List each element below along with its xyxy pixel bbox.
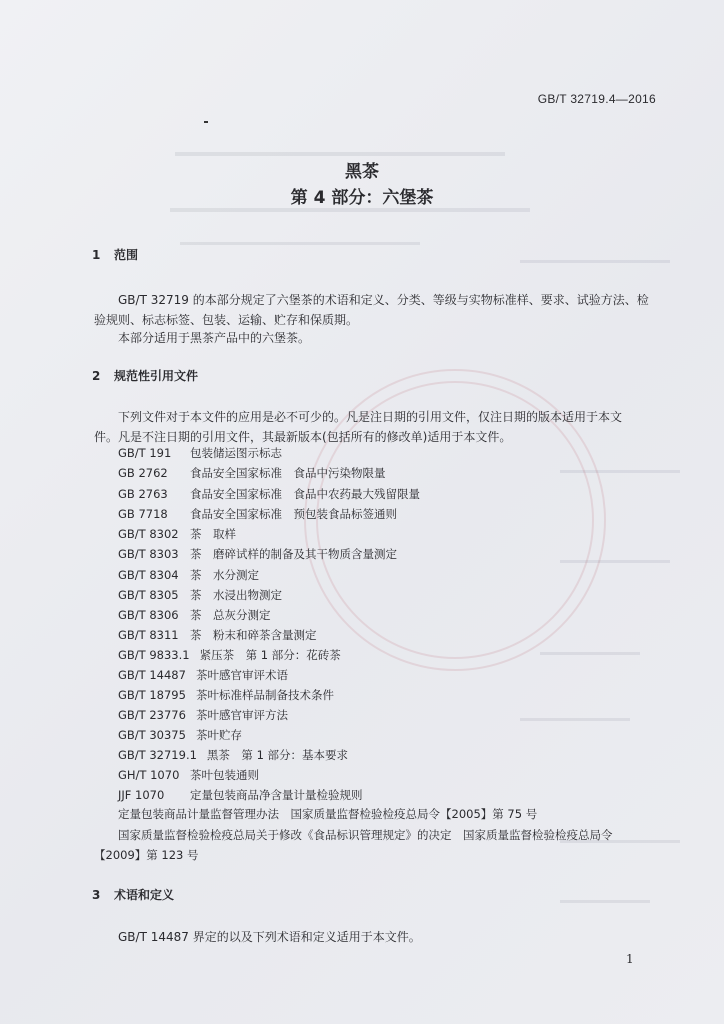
reference-code: GB/T 191 — [118, 446, 172, 460]
document-subtitle: 第 4 部分：六堡茶 — [290, 188, 434, 208]
paragraph-line: 验规则、标志标签、包装、运输、贮存和保质期。 — [94, 313, 359, 327]
reference-title: 茶 水浸出物测定 — [190, 588, 282, 602]
reference-title: 茶 总灰分测定 — [190, 608, 271, 622]
reference-title: 茶叶包装通则 — [190, 768, 259, 782]
section-3-heading — [92, 886, 174, 903]
section-title: 规范性引用文件 — [114, 369, 199, 383]
reference-title: 茶叶贮存 — [195, 728, 242, 742]
reference-item — [118, 747, 348, 763]
reference-item — [118, 667, 288, 683]
reference-item — [118, 486, 420, 502]
reference-code: GB/T 8305 — [118, 588, 179, 602]
reference-item — [118, 567, 259, 583]
reference-code: GB 2762 — [118, 466, 168, 480]
reference-code: GH/T 1070 — [118, 768, 180, 782]
reference-title: 紧压茶 第 1 部分：花砖茶 — [199, 648, 341, 662]
reference-title: 茶 水分测定 — [190, 568, 259, 582]
reference-item — [118, 767, 259, 783]
section-title: 术语和定义 — [114, 888, 175, 902]
regulation-item: 国家质量监督检验检疫总局关于修改《食品标识管理规定》的决定 国家质量监督检验检疫总局令 — [118, 828, 613, 842]
reference-title: 茶 取样 — [190, 527, 236, 541]
section-number: 2 — [92, 369, 101, 383]
scan-speck — [204, 121, 208, 123]
section-number: 3 — [92, 888, 101, 902]
reference-title: 茶叶标准样品制备技术条件 — [195, 688, 334, 702]
standard-code: GB/T 32719.4—2016 — [537, 92, 656, 106]
reference-item — [118, 687, 334, 703]
reference-title: 茶 磨碎试样的制备及其干物质含量测定 — [190, 547, 397, 561]
reference-code: GB/T 8306 — [118, 608, 179, 622]
reference-title: 食品安全国家标准 食品中污染物限量 — [190, 466, 386, 480]
regulation-item: 定量包装商品计量监督管理办法 国家质量监督检验检疫总局令【2005】第 75 号 — [118, 807, 538, 821]
paragraph-line: 下列文件对于本文件的应用是必不可少的。凡是注日期的引用文件，仅注日期的版本适用于本文 — [118, 410, 623, 424]
reference-item — [118, 546, 397, 562]
reference-code: GB/T 8303 — [118, 547, 179, 561]
reference-title: 食品安全国家标准 食品中农药最大残留限量 — [190, 487, 420, 501]
reference-item — [118, 727, 242, 743]
paragraph-line: 件。凡是不注日期的引用文件，其最新版本(包括所有的修改单)适用于本文件。 — [94, 430, 512, 444]
reference-item — [118, 506, 397, 522]
reference-title: 黑茶 第 1 部分：基本要求 — [206, 748, 349, 762]
section-title: 范围 — [114, 248, 139, 262]
reference-item — [118, 445, 282, 461]
reference-item — [118, 627, 317, 643]
reference-code: GB/T 14487 — [118, 668, 186, 682]
reference-item — [118, 787, 363, 803]
reference-item — [118, 526, 236, 542]
reference-code: JJF 1070 — [118, 788, 165, 802]
section-number: 1 — [92, 248, 101, 262]
reference-title: 定量包装商品净含量计量检验规则 — [190, 788, 363, 802]
reference-code: GB/T 9833.1 — [118, 648, 190, 662]
reference-title: 茶 粉末和碎茶含量测定 — [190, 628, 317, 642]
paragraph-line: 本部分适用于黑茶产品中的六堡茶。 — [118, 331, 311, 345]
reference-code: GB 7718 — [118, 507, 168, 521]
reference-title: 包装储运图示标志 — [190, 446, 282, 460]
document-title: 黑茶 — [345, 162, 379, 182]
reference-item — [118, 647, 341, 663]
reference-item — [118, 707, 288, 723]
reference-code: GB 2763 — [118, 487, 168, 501]
section-1-heading — [92, 246, 138, 263]
reference-code: GB/T 8311 — [118, 628, 179, 642]
section-2-heading — [92, 367, 198, 384]
reference-code: GB/T 8302 — [118, 527, 179, 541]
paragraph-line: GB/T 14487 界定的以及下列术语和定义适用于本文件。 — [118, 930, 421, 944]
regulation-item-continued: 【2009】第 123 号 — [94, 848, 199, 862]
reference-title: 茶叶感官审评方法 — [195, 708, 288, 722]
reference-code: GB/T 8304 — [118, 568, 179, 582]
reference-title: 食品安全国家标准 预包装食品标签通则 — [190, 507, 397, 521]
reference-code: GB/T 30375 — [118, 728, 186, 742]
reference-title: 茶叶感官审评术语 — [195, 668, 288, 682]
reference-code: GB/T 32719.1 — [118, 748, 197, 762]
reference-code: GB/T 23776 — [118, 708, 186, 722]
paragraph-line: GB/T 32719 的本部分规定了六堡茶的术语和定义、分类、等级与实物标准样、要求、试验方法、检 — [118, 293, 649, 307]
reference-code: GB/T 18795 — [118, 688, 186, 702]
reference-item — [118, 587, 282, 603]
reference-item — [118, 607, 271, 623]
page-number: 1 — [626, 952, 634, 966]
reference-item — [118, 465, 386, 481]
